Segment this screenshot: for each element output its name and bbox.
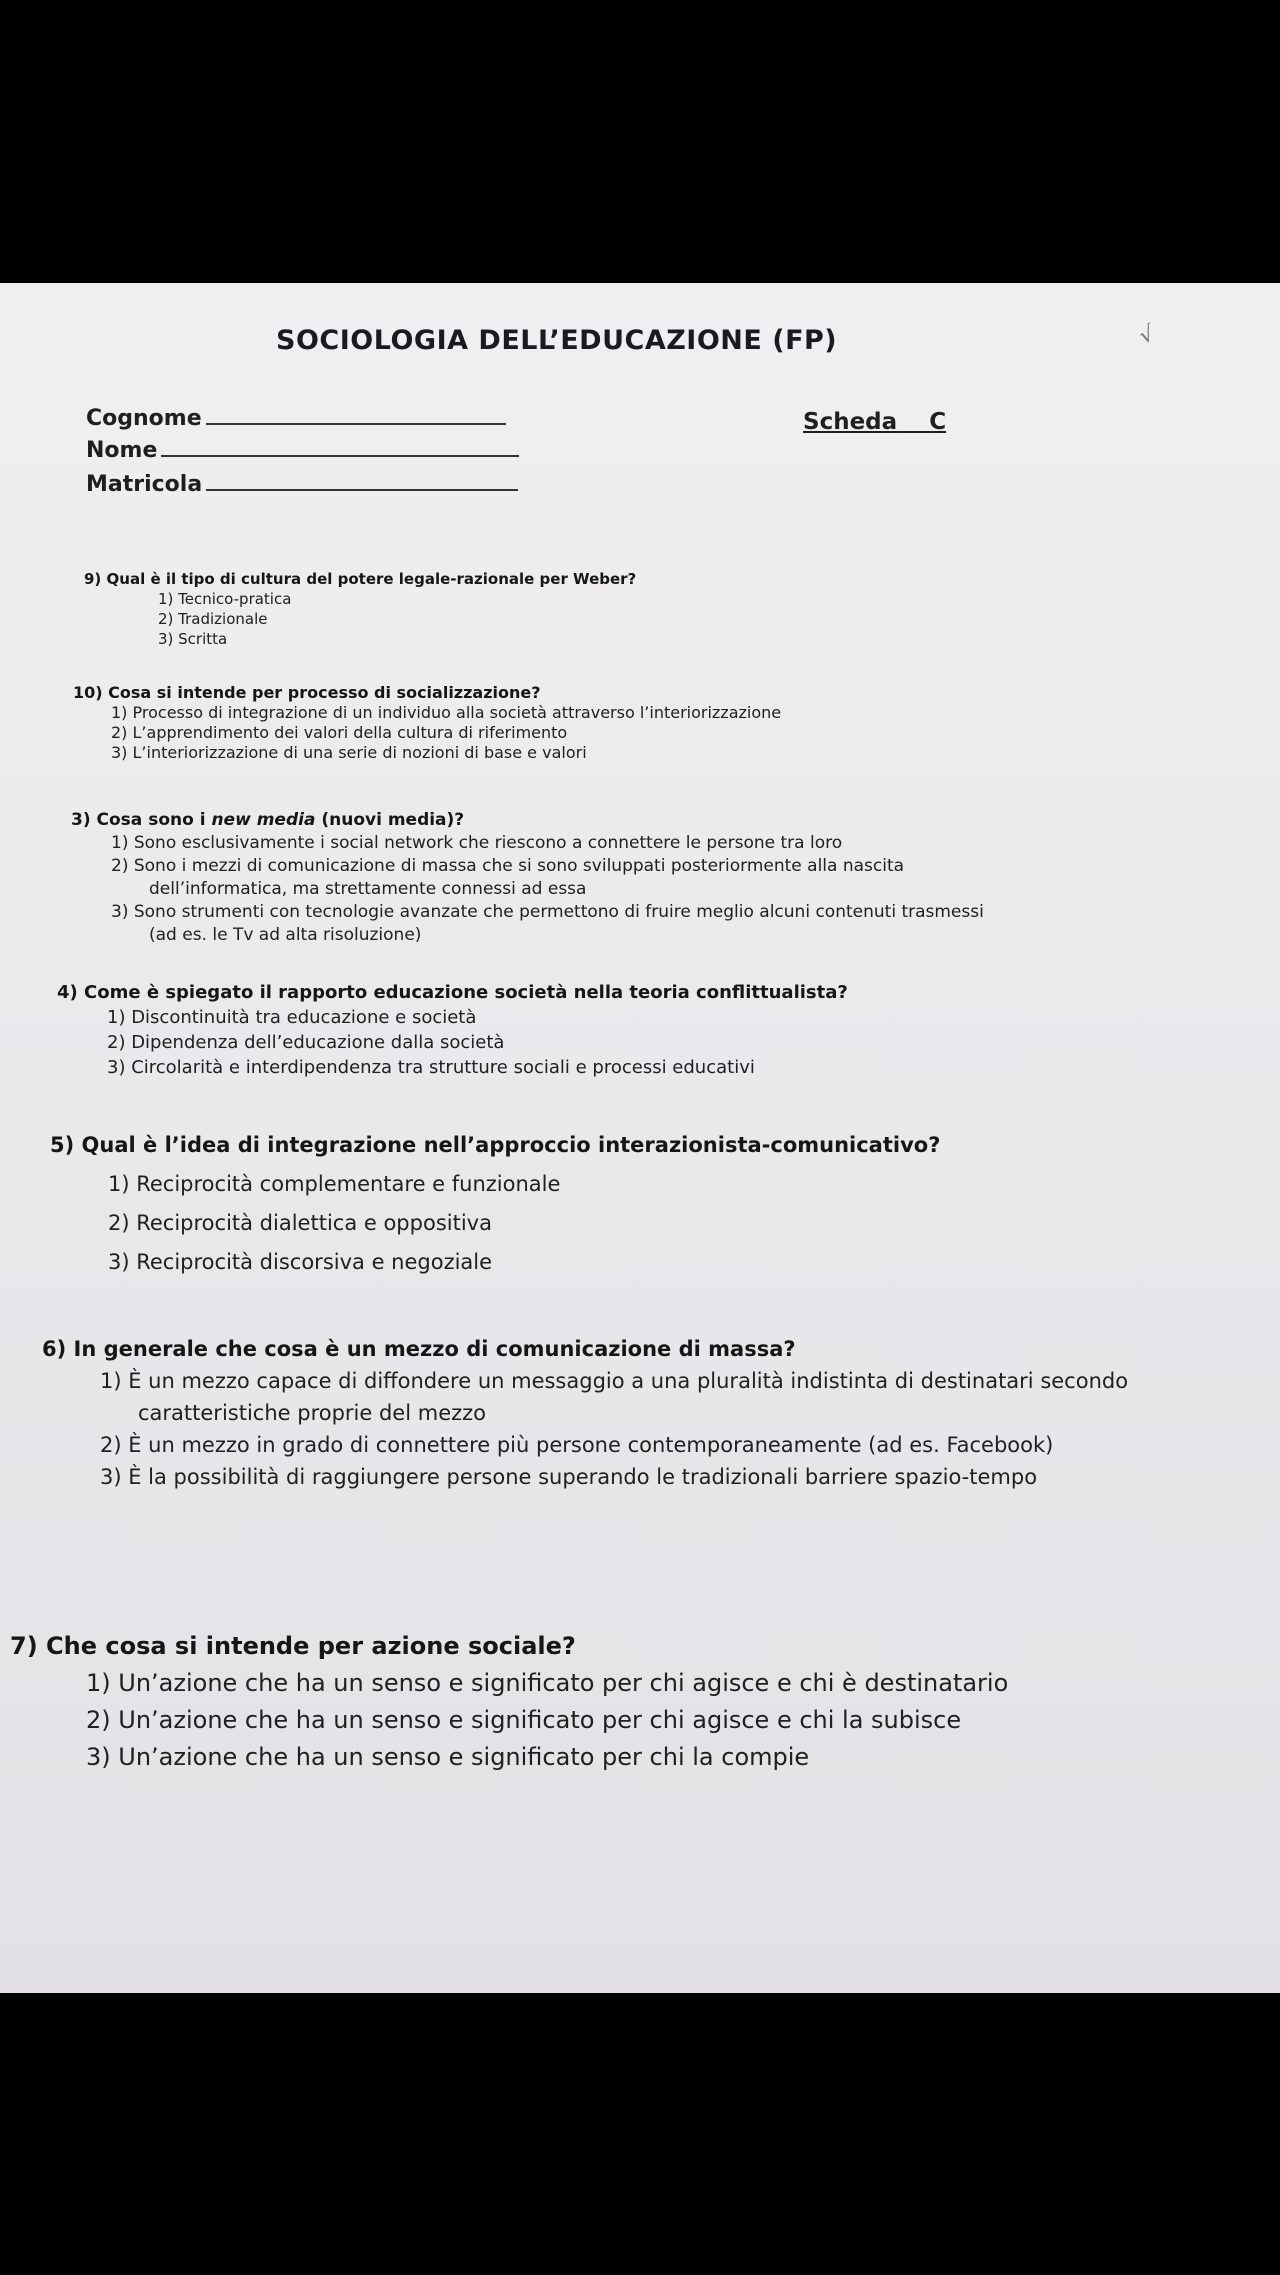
question-7 — [10, 1628, 1008, 1776]
name-line — [161, 455, 519, 457]
answer-option: 3) Sono strumenti con tecnologie avanzate che permettono di fruire meglio alcuni contenuti trasmessi — [111, 902, 984, 922]
answer-option: 1) Tecnico-pratica — [158, 590, 292, 608]
answer-option: 3) Reciprocità discorsiva e negoziale — [108, 1250, 493, 1274]
answer-option: 3) È la possibilità di raggiungere persone superando le tradizionali barriere spazio-tempo — [100, 1465, 1038, 1489]
question-6 — [42, 1333, 1128, 1493]
question-number: 4) — [57, 982, 78, 1003]
student-id-label: Matricola — [86, 472, 203, 497]
answer-option: 2) Sono i mezzi di comunicazione di massa che si sono sviluppati posteriormente alla nascita — [111, 856, 905, 876]
question-text — [73, 683, 781, 703]
question-number: 3) — [71, 810, 91, 830]
sheet-value: C — [929, 409, 947, 435]
question-label: Qual è l’idea di integrazione nell’approccio interazionista-comunicativo? — [81, 1133, 941, 1157]
question-label: Che cosa si intende per azione sociale? — [46, 1632, 576, 1660]
answer-option: 1) Un’azione che ha un senso e significato per chi agisce e chi è destinatario — [86, 1669, 1009, 1697]
question-label: In generale che cosa è un mezzo di comunicazione di massa? — [73, 1337, 796, 1361]
question-text — [57, 980, 848, 1005]
answer-option: 2) Dipendenza dell’educazione dalla società — [107, 1032, 505, 1053]
exam-sheet — [0, 283, 1280, 1993]
question-text — [42, 1333, 1128, 1365]
answer-option: 2) È un mezzo in grado di connettere più persone contemporaneamente (ad es. Facebook) — [100, 1433, 1054, 1457]
answer-option: 1) Reciprocità complementare e funzionale — [108, 1172, 561, 1196]
answer-option: 2) Un’azione che ha un senso e significato per chi agisce e chi la subisce — [86, 1706, 962, 1734]
answer-option: 1) È un mezzo capace di diffondere un messaggio a una pluralità indistinta di destinatari secondo — [100, 1369, 1129, 1393]
name-label: Nome — [86, 438, 158, 463]
answer-option-continuation: caratteristiche proprie del mezzo — [138, 1401, 487, 1425]
answer-option: 3) Scritta — [158, 630, 228, 648]
question-text — [10, 1628, 1008, 1665]
answer-option: 2) Reciprocità dialettica e oppositiva — [108, 1211, 492, 1235]
answer-option: 2) L’apprendimento dei valori della cultura di riferimento — [111, 723, 568, 742]
answer-option: 1) Discontinuità tra educazione e società — [107, 1007, 477, 1028]
question-10 — [73, 683, 781, 763]
question-number: 10) — [73, 683, 103, 702]
question-label-start: Cosa sono i — [96, 810, 212, 830]
question-text — [50, 1126, 940, 1165]
answer-option: 3) L’interiorizzazione di una serie di nozioni di base e valori — [111, 743, 587, 762]
answer-option: 2) Tradizionale — [158, 610, 268, 628]
surname-field — [86, 406, 506, 431]
question-5 — [50, 1126, 940, 1282]
surname-label: Cognome — [86, 406, 202, 431]
question-label: Qual è il tipo di cultura del potere legale-razionale per Weber? — [106, 570, 637, 588]
answer-option: 3) Un’azione che ha un senso e significato per chi la compie — [86, 1743, 810, 1771]
question-text — [71, 809, 984, 832]
question-4 — [57, 980, 848, 1080]
question-label-end: (nuovi media)? — [315, 810, 465, 830]
question-text — [84, 569, 636, 589]
question-3 — [71, 809, 984, 947]
question-label-italic: new media — [211, 810, 316, 830]
name-field — [86, 438, 519, 463]
question-number: 6) — [42, 1337, 67, 1361]
answer-option: 1) Processo di integrazione di un individuo alla società attraverso l’interiorizzazione — [111, 703, 782, 722]
sheet-identifier — [803, 409, 946, 435]
student-id-line — [206, 489, 518, 491]
question-9 — [84, 569, 636, 649]
answer-option: 1) Sono esclusivamente i social network che riescono a connettere le persone tra loro — [111, 833, 843, 853]
answer-option-continuation: (ad es. le Tv ad alta risoluzione) — [149, 925, 422, 945]
answer-option-continuation: dell’informatica, ma strettamente connessi ad essa — [149, 879, 587, 899]
question-number: 9) — [84, 570, 102, 588]
sheet-label: Scheda — [803, 409, 898, 435]
exam-title: SOCIOLOGIA DELL’EDUCAZIONE (FP) — [276, 325, 838, 356]
answer-option: 3) Circolarità e interdipendenza tra strutture sociali e processi educativi — [107, 1057, 755, 1078]
question-label: Cosa si intende per processo di socializzazione? — [108, 683, 541, 702]
question-label: Come è spiegato il rapporto educazione società nella teoria conflittualista? — [84, 982, 848, 1003]
question-number: 5) — [50, 1133, 75, 1157]
student-id-field — [86, 472, 518, 497]
question-number: 7) — [10, 1632, 38, 1660]
surname-line — [206, 423, 506, 425]
check-mark-icon: √ — [1136, 321, 1158, 350]
